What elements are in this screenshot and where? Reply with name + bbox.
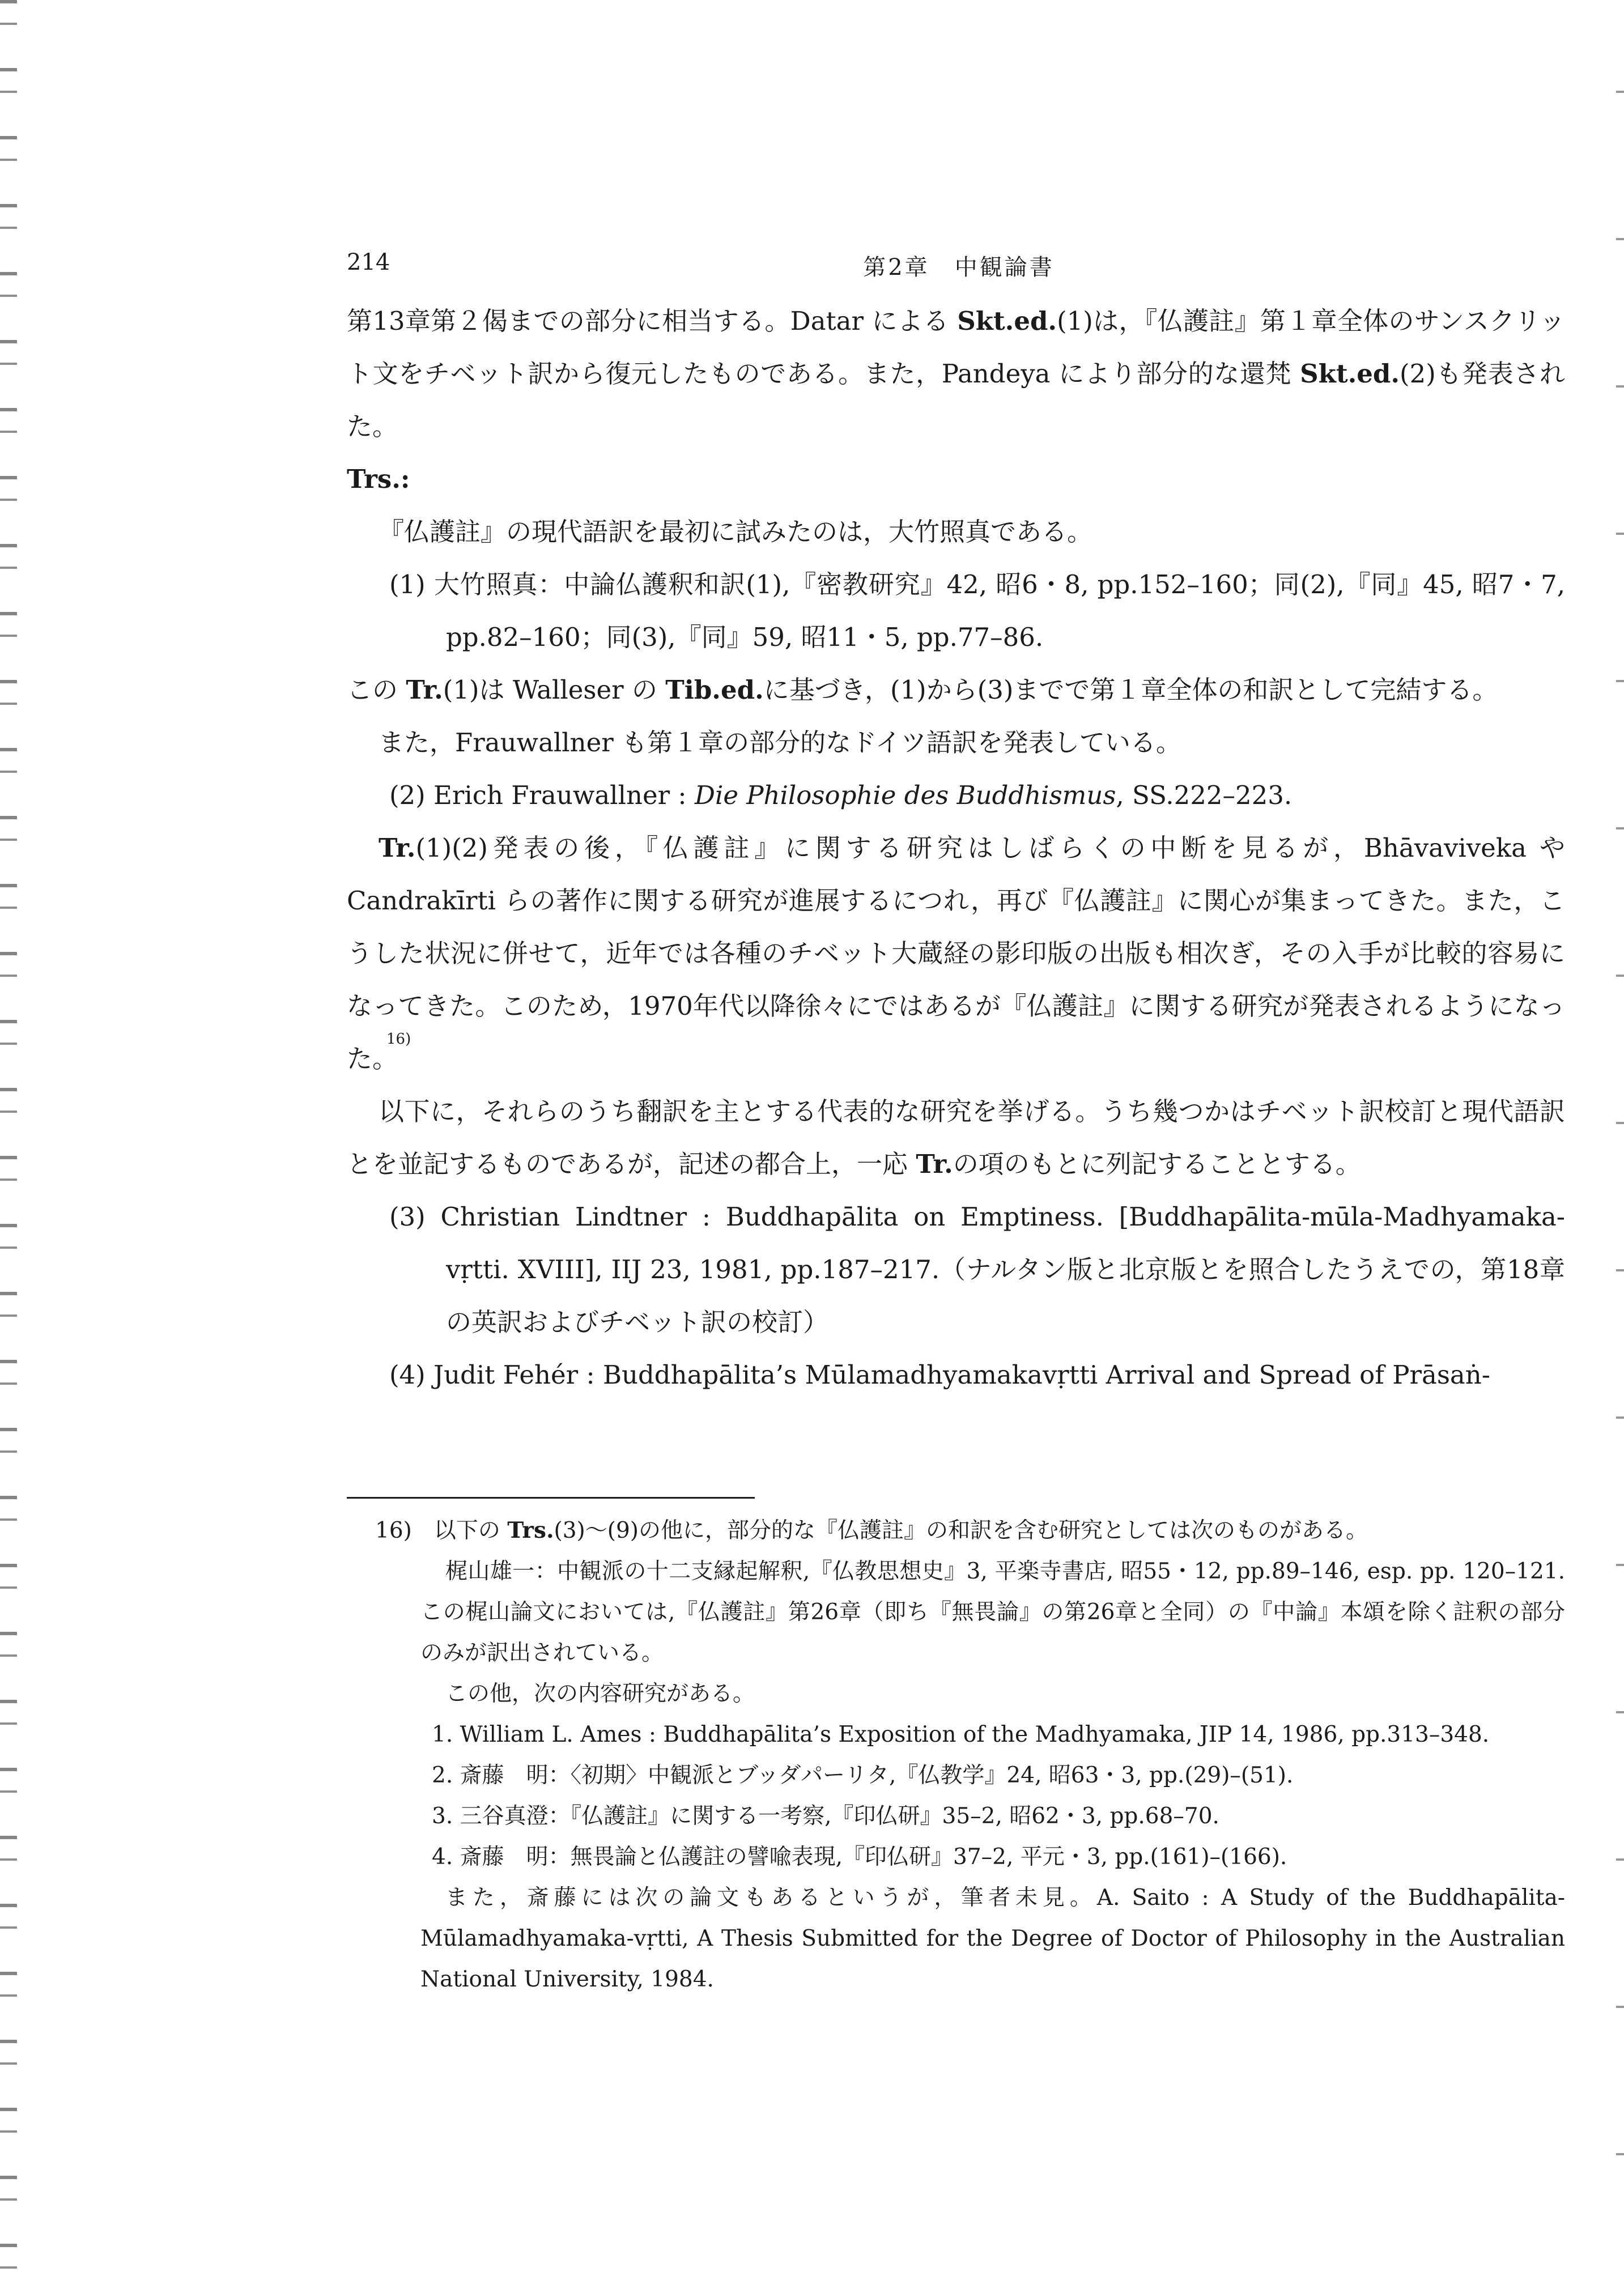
- paragraph-1: [347, 295, 1565, 453]
- p5-text: (1)(2)発表の後，『仏護註』に関する研究はしばらくの中断を見るが，Bhāvaviveka や Candrakīrti らの著作に関する研究が進展するにつれ，再び『仏護註』に関心が集まってきた。また，こうした状況に併せて，近年では各種のチベット大蔵経の影印版の出版も相次ぎ，その入手が比較的容易になってきた。このため，1970年代以降徐々にではあるが『仏護註』に関する研究が発表されるようになった。: [347, 833, 1565, 1074]
- p1-text-c: (1)は，『仏護註』第１章全体のサンスクリット文をチベット訳から復元したものである。また，Pandeya により部分的な還梵: [347, 306, 1565, 389]
- e2-author: (2) Erich Frauwallner :: [389, 780, 695, 810]
- paragraph-2: 『仏護註』の現代語訳を最初に試みたのは，大竹照真である。: [379, 517, 1093, 547]
- page-number: 214: [347, 249, 390, 275]
- footnotes: [347, 1510, 1565, 2000]
- p6-bold-tr: Tr.: [916, 1149, 953, 1179]
- scan-edge-right: [1616, 0, 1624, 2293]
- chapter-title: 第2章 中観論書: [863, 254, 1055, 280]
- entry-3: (3) Christian Lindtner : Buddhapālita on Emptiness. [Buddhapālita-mūla-Madhyamaka-vṛtti. XVIII], IIJ 23, 1981, pp.187–217.（ナルタン版と北京版とを照合したうえでの，第18章の英訳およびチベット訳の校訂）: [389, 1202, 1565, 1337]
- p6-text-c: の項のもとに列記することとする。: [953, 1149, 1361, 1179]
- p1-text-e: (2)も発表された。: [347, 359, 1565, 441]
- p1-bold-skt-ed-1: Skt.ed.: [957, 306, 1057, 336]
- main-text: [347, 295, 1565, 1401]
- fn16-text-c: (3)〜(9)の他に，部分的な『仏護註』の和訳を含む研究としては次のものがある。: [554, 1518, 1368, 1543]
- running-header: [347, 249, 1571, 283]
- footnote-kajiyama: 梶山雄一：中観派の十二支縁起解釈,『仏教思想史』3, 平楽寺書店, 昭55・12, pp.89–146, esp. pp. 120–121. この梶山論文においては,『仏護註』第26章（即ち『無畏論』の第26章と全同）の『中論』本頌を除く註釈の部分のみが訳出されている。: [420, 1559, 1565, 1666]
- footnote-list-item-3: 3. 三谷真澄：『仏護註』に関する一考察,『印仏研』35–2, 昭62・3, pp.68–70.: [432, 1803, 1219, 1829]
- paragraph-5: [347, 822, 1565, 1085]
- footnote-rule: [347, 1497, 755, 1499]
- entry-1: (1) 大竹照真：中論仏護釈和訳(1),『密教研究』42, 昭6・8, pp.152–160；同(2),『同』45, 昭7・7, pp.82–160；同(3),『同』59, 昭11・5, pp.77–86.: [389, 569, 1565, 652]
- entry-4: (4) Judit Fehér : Buddhapālita’s Mūlamadhyamakavṛtti Arrival and Spread of Prāsaṅ-: [389, 1360, 1490, 1390]
- footnote-saito-thesis: また，斎藤には次の論文もあるというが，筆者未見。A. Saito : A Study of the Buddhapālita-Mūlamadhyamaka-vṛtti, A Thesis Submitted for the Degree of Doctor of Philosophy in the Australian National University, 1984.: [420, 1885, 1565, 1992]
- p1-bold-skt-ed-2: Skt.ed.: [1300, 359, 1400, 389]
- footnote-list-item-2: 2. 斎藤 明：〈初期〉中観派とブッダパーリタ,『仏教学』24, 昭63・3, pp.(29)–(51).: [432, 1763, 1294, 1788]
- scan-edge-left: [0, 0, 17, 2293]
- p3-bold-tib-ed: Tib.ed.: [665, 675, 764, 705]
- fn16-text-a: 16) 以下の: [375, 1518, 508, 1543]
- p3-text-e: に基づき，(1)から(3)までで第１章全体の和訳として完結する。: [763, 675, 1498, 705]
- e2-title: Die Philosophie des Buddhismus: [694, 780, 1116, 810]
- trs-heading: Trs.:: [347, 464, 410, 494]
- paragraph-4: また，Frauwallner も第１章の部分的なドイツ語訳を発表している。: [379, 728, 1181, 758]
- paragraph-3: [347, 663, 1565, 716]
- p3-bold-tr: Tr.: [406, 675, 443, 705]
- fn16-bold-trs: Trs.: [507, 1517, 554, 1543]
- footnote-list-item-1: 1. William L. Ames : Buddhapālita’s Exposition of the Madhyamaka, JIP 14, 1986, pp.313–348.: [432, 1722, 1490, 1747]
- footnote-ref-16: 16): [386, 1031, 411, 1048]
- p3-text-a: この: [347, 675, 406, 705]
- footnote-16: [347, 1510, 1565, 1551]
- p5-bold-tr: Tr.: [379, 833, 416, 863]
- e2-pages: , SS.222–223.: [1116, 780, 1293, 810]
- footnote-other-studies: この他，次の内容研究がある。: [445, 1681, 755, 1707]
- paragraph-6: [347, 1085, 1565, 1190]
- p1-text-a: 第13章第２偈までの部分に相当する。Datar による: [347, 306, 958, 336]
- entry-2: [347, 769, 1565, 822]
- p6-text-a: 以下に，それらのうち翻訳を主とする代表的な研究を挙げる。うち幾つかはチベット訳校訂と現代語訳とを並記するものであるが，記述の都合上，一応: [347, 1096, 1565, 1179]
- p3-text-c: (1)は Walleser の: [443, 675, 666, 705]
- footnote-list-item-4: 4. 斎藤 明：無畏論と仏護註の譬喩表現,『印仏研』37–2, 平元・3, pp.(161)–(166).: [432, 1844, 1287, 1870]
